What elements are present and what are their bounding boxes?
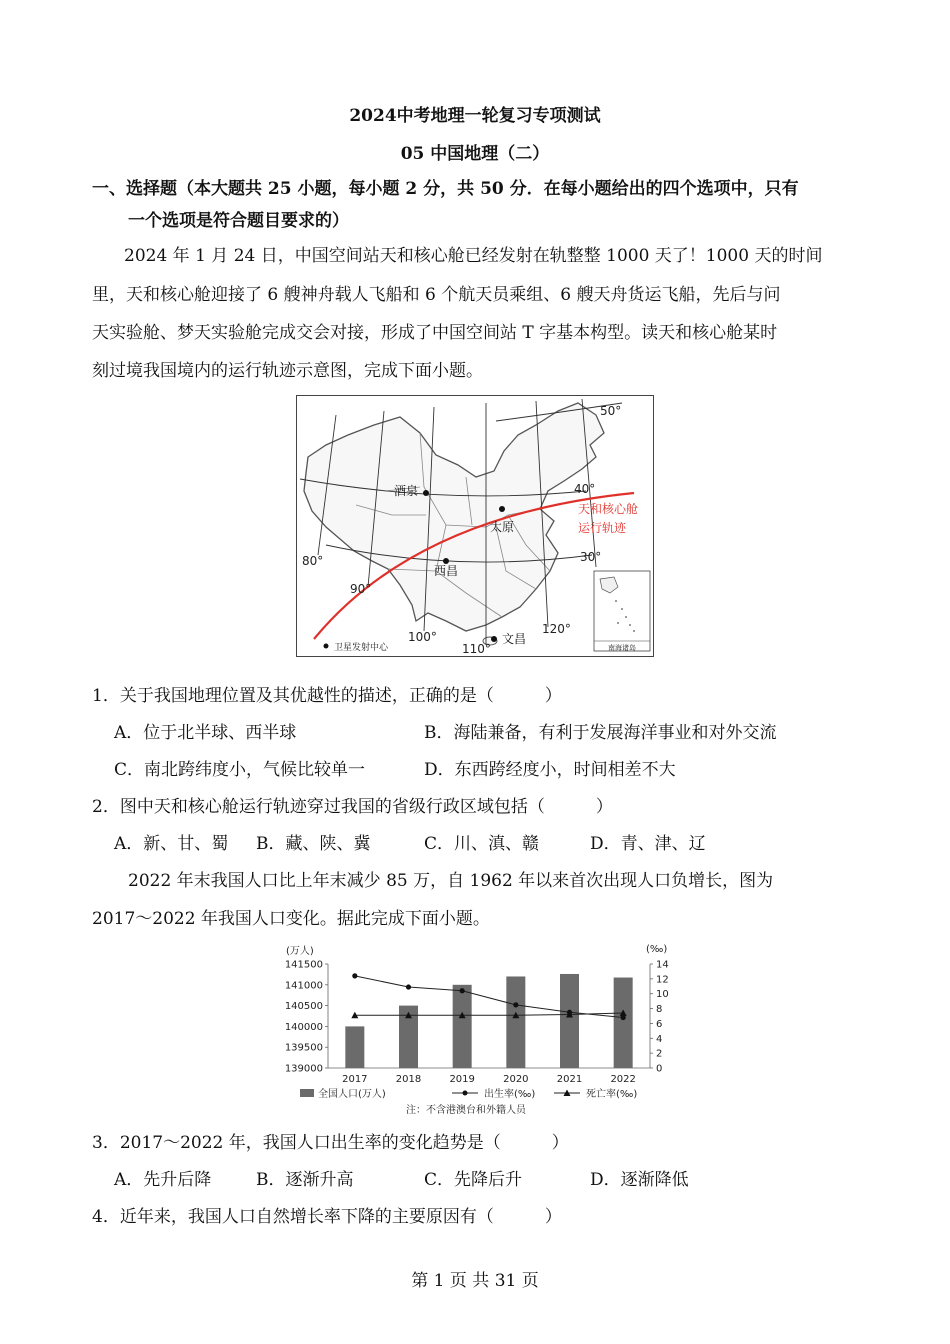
right-tick-label: 0 — [656, 1063, 663, 1075]
legend-label: 卫星发射中心 — [334, 643, 389, 653]
birth-rate-point — [513, 1002, 518, 1007]
lon-label-80: 80° — [302, 554, 324, 568]
passage1-line1: 2024 年 1 月 24 日，中国空间站天和核心舱已经发射在轨整整 1000 天了！1000 天的时间 — [124, 246, 823, 266]
lat-label-30: 30° — [580, 550, 602, 564]
x-tick-label: 2017 — [342, 1074, 368, 1085]
legend-bar-swatch — [300, 1089, 314, 1097]
legend-dot — [324, 644, 329, 649]
q3-stem: 3．2017～2022 年，我国人口出生率的变化趋势是（ ） — [92, 1133, 569, 1153]
section-heading-cont: 一个选项是符合题目要求的） — [128, 211, 349, 231]
left-tick-label: 140500 — [284, 1001, 323, 1013]
passage2-line2: 2017～2022 年我国人口变化。据此完成下面小题。 — [92, 909, 490, 929]
q2-option-d[interactable]: D．青、津、辽 — [590, 834, 706, 854]
q1-stem: 1．关于我国地理位置及其优越性的描述，正确的是（ ） — [92, 686, 562, 706]
birth-rate-point — [352, 973, 357, 978]
section-heading: 一、选择题（本大题共 25 小题，每小题 2 分，共 50 分．在每小题给出的四个选项中，只有 — [92, 179, 799, 199]
x-tick-label: 2019 — [449, 1074, 475, 1085]
passage1-line3: 天实验舱、梦天实验舱完成交会对接，形成了中国空间站 T 字基本构型。读天和核心舱某时 — [92, 323, 778, 343]
passage2-line1: 2022 年末我国人口比上年末减少 85 万，自 1962 年以来首次出现人口负增长，图为 — [128, 871, 774, 891]
lat-label-50: 50° — [600, 404, 622, 418]
left-tick-label: 139500 — [284, 1042, 323, 1054]
right-tick-label: 6 — [656, 1018, 663, 1030]
lon-label-120: 120° — [542, 622, 571, 636]
legend-birth-marker — [463, 1091, 468, 1096]
legend-bar-label: 全国人口(万人) — [318, 1089, 386, 1100]
chart-ylabel-right: (‰) — [646, 944, 668, 955]
q1-option-c[interactable]: C．南北跨纬度小，气候比较单一 — [114, 760, 366, 780]
city-dot-wenchang — [491, 636, 497, 642]
passage1-line2: 里，天和核心舱迎接了 6 艘神舟载人飞船和 6 个航天员乘组、6 艘天舟货运飞船，先后与问 — [92, 285, 781, 305]
q3-option-d[interactable]: D．逐渐降低 — [590, 1170, 689, 1190]
orbit-label-2: 运行轨迹 — [578, 521, 627, 535]
city-jiuquan: 酒泉 — [394, 484, 419, 498]
q3-option-a[interactable]: A．先升后降 — [114, 1170, 212, 1190]
q2-stem: 2．图中天和核心舱运行轨迹穿过我国的省级行政区域包括（ ） — [92, 797, 613, 817]
right-tick-label: 12 — [656, 974, 669, 986]
chart-ylabel-left: (万人) — [286, 946, 314, 957]
population-chart — [282, 940, 672, 1120]
orbit-map — [296, 395, 654, 657]
population-bar — [345, 1026, 364, 1068]
chart-note: 注：不含港澳台和外籍人员 — [406, 1105, 526, 1116]
page-title: 2024中考地理一轮复习专项测试 — [349, 106, 601, 126]
birth-rate-line — [355, 976, 623, 1018]
passage1-line4: 刻过境我国境内的运行轨迹示意图，完成下面小题。 — [92, 361, 483, 381]
x-tick-label: 2022 — [610, 1074, 636, 1085]
lat-label-40: 40° — [574, 482, 596, 496]
q3-option-b[interactable]: B．逐渐升高 — [256, 1170, 354, 1190]
population-bar — [453, 985, 472, 1068]
left-tick-label: 139000 — [284, 1063, 323, 1075]
city-xichang: 西昌 — [434, 564, 459, 578]
right-tick-label: 14 — [656, 959, 669, 971]
x-tick-label: 2020 — [503, 1074, 529, 1085]
lon-label-90: 90° — [350, 582, 372, 596]
q1-option-d[interactable]: D．东西跨经度小，时间相差不大 — [424, 760, 676, 780]
legend-death-label: 死亡率(‰) — [586, 1089, 638, 1100]
page-footer: 第 1 页 共 31 页 — [411, 1271, 539, 1291]
q4-stem: 4．近年来，我国人口自然增长率下降的主要原因有（ ） — [92, 1207, 562, 1227]
page-subtitle: 05 中国地理（二） — [400, 144, 550, 164]
lon-label-100: 100° — [408, 630, 437, 644]
right-tick-label: 10 — [656, 989, 669, 1001]
x-tick-label: 2021 — [556, 1074, 583, 1085]
right-tick-label: 4 — [656, 1033, 663, 1045]
birth-rate-point — [406, 984, 411, 989]
q2-option-c[interactable]: C．川、滇、赣 — [424, 834, 540, 854]
left-tick-label: 140000 — [284, 1021, 323, 1033]
right-tick-label: 2 — [656, 1048, 663, 1060]
population-bar — [560, 974, 579, 1068]
inset-label: 南海诸岛 — [608, 644, 636, 652]
population-bar — [614, 978, 633, 1068]
birth-rate-point — [460, 988, 465, 993]
city-taiyuan: 太原 — [490, 520, 515, 534]
q2-option-b[interactable]: B．藏、陕、冀 — [256, 834, 371, 854]
q3-option-c[interactable]: C．先降后升 — [424, 1170, 523, 1190]
legend-birth-label: 出生率(‰) — [484, 1089, 536, 1100]
city-dot-jiuquan — [423, 490, 429, 496]
city-wenchang: 文昌 — [502, 632, 527, 646]
x-tick-label: 2018 — [395, 1074, 422, 1085]
orbit-label-1: 天和核心舱 — [578, 502, 639, 516]
population-bar — [506, 976, 525, 1068]
q1-option-b[interactable]: B．海陆兼备，有利于发展海洋事业和对外交流 — [424, 723, 777, 743]
right-tick-label: 8 — [656, 1004, 663, 1016]
city-dot-taiyuan — [499, 506, 505, 512]
q1-option-a[interactable]: A．位于北半球、西半球 — [114, 723, 297, 743]
left-tick-label: 141500 — [284, 959, 323, 971]
lon-label-110: 110° — [462, 642, 491, 656]
q2-option-a[interactable]: A．新、甘、蜀 — [114, 834, 229, 854]
left-tick-label: 141000 — [284, 980, 323, 992]
